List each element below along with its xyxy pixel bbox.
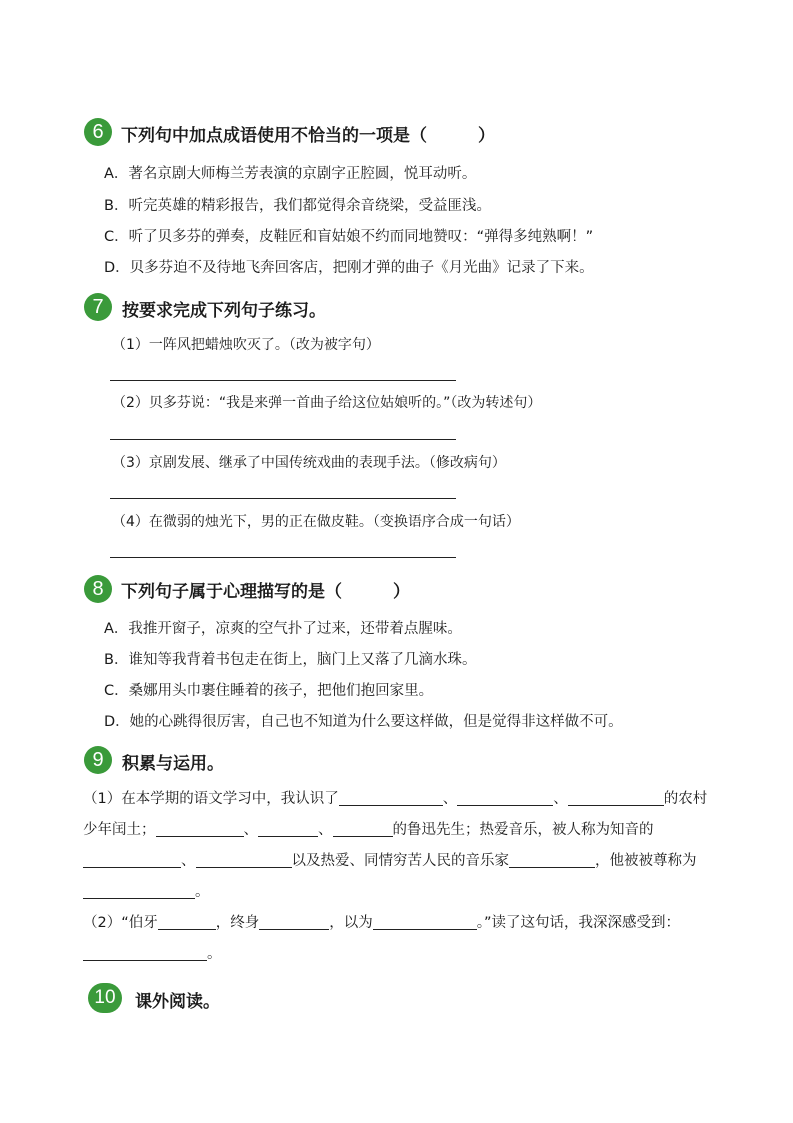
- answer-blank[interactable]: [259, 913, 329, 930]
- answer-line[interactable]: [110, 557, 456, 558]
- option-b: B．听完英雄的精彩报告，我们都觉得余音绕梁，受益匪浅。: [104, 198, 491, 214]
- question-stem: 积累与运用。: [122, 754, 224, 774]
- answer-line[interactable]: [110, 380, 456, 381]
- exercise-item-1: （1）一阵风把蜡烛吹灭了。（改为被字句）: [112, 337, 380, 353]
- answer-blank[interactable]: [83, 944, 207, 961]
- question-stem: 下列句中加点成语使用不恰当的一项是（ ）: [121, 126, 495, 146]
- answer-blank[interactable]: [333, 820, 393, 837]
- option-a: A．著名京剧大师梅兰芳表演的京剧字正腔圆，悦耳动听。: [104, 166, 477, 182]
- option-d: D．贝多芬迫不及待地飞奔回客店，把刚才弹的曲子《月光曲》记录了下来。: [104, 260, 594, 276]
- answer-line[interactable]: [110, 498, 456, 499]
- answer-blank[interactable]: [568, 789, 664, 806]
- answer-blank[interactable]: [258, 820, 318, 837]
- answer-blank[interactable]: [158, 913, 216, 930]
- question-stem: 下列句子属于心理描写的是（ ）: [121, 582, 410, 602]
- exercise-item-3: （3）京剧发展、继承了中国传统戏曲的表现手法。（修改病句）: [112, 455, 506, 471]
- option-c: C．听了贝多芬的弹奏，皮鞋匠和盲姑娘不约而同地赞叹：“弹得多纯熟啊！”: [104, 229, 594, 245]
- answer-line[interactable]: [110, 439, 456, 440]
- question-stem: 按要求完成下列句子练习。: [122, 301, 326, 321]
- answer-blank[interactable]: [83, 851, 181, 868]
- question-stem: 课外阅读。: [135, 992, 220, 1012]
- question-number-badge: 9: [84, 746, 112, 774]
- question-number-badge: 8: [84, 575, 112, 603]
- answer-blank[interactable]: [339, 789, 443, 806]
- answer-blank[interactable]: [373, 913, 477, 930]
- answer-blank[interactable]: [196, 851, 292, 868]
- question-number-badge: 10: [88, 983, 122, 1013]
- answer-blank[interactable]: [509, 851, 595, 868]
- fill-in-paragraph-1: （1）在本学期的语文学习中，我认识了 、 、 的农村少年闰土； 、 、 的鲁迅先生；热爱音乐，被人称为知音的、 以及热爱、同情穷苦人民的音乐家 ，他被被尊称为。: [83, 791, 708, 900]
- fill-in-paragraph-2: （2）“伯牙 ，终身 ，以为 。”读了这句话，我深深感受到：。: [83, 915, 681, 962]
- option-a: A．我推开窗子，凉爽的空气扑了过来，还带着点腥味。: [104, 621, 462, 637]
- answer-blank[interactable]: [457, 789, 553, 806]
- option-c: C．桑娜用头巾裹住睡着的孩子，把他们抱回家里。: [104, 683, 434, 699]
- exercise-item-4: （4）在微弱的烛光下，男的正在做皮鞋。（变换语序合成一句话）: [112, 514, 520, 530]
- exercise-item-2: （2）贝多芬说：“我是来弹一首曲子给这位姑娘听的。”（改为转述句）: [112, 395, 542, 411]
- option-b: B．谁知等我背着书包走在街上，脑门上又落了几滴水珠。: [104, 652, 477, 668]
- option-d: D．她的心跳得很厉害，自己也不知道为什么要这样做，但是觉得非这样做不可。: [104, 714, 623, 730]
- answer-blank[interactable]: [156, 820, 244, 837]
- question-number-badge: 7: [84, 293, 112, 321]
- question-number-badge: 6: [84, 118, 112, 146]
- answer-blank[interactable]: [83, 882, 195, 899]
